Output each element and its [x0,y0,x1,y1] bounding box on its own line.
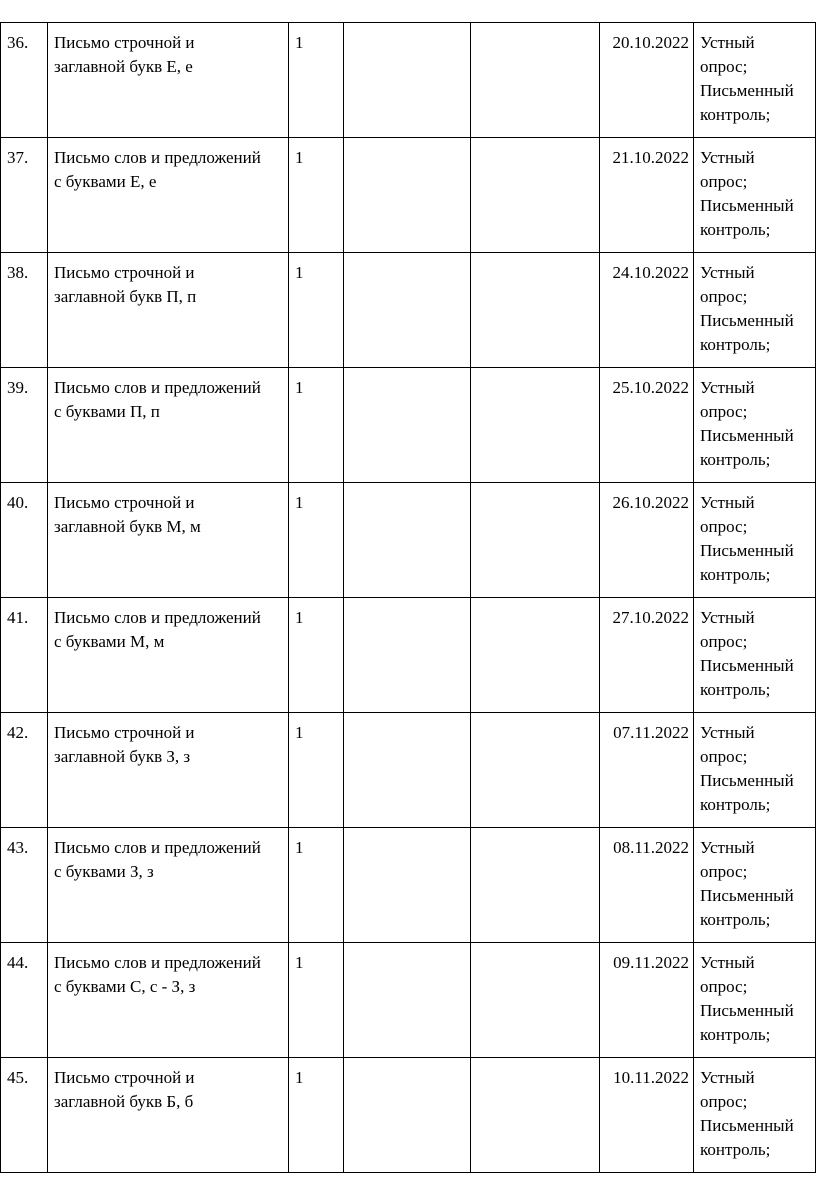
lesson-topic-line: Письмо слов и предложений [54,608,261,627]
lesson-hours-cell [289,828,344,943]
empty-cell [344,828,471,943]
empty-cell [471,828,600,943]
lesson-topic-line: Письмо строчной и [54,1068,195,1087]
lesson-topic-cell [48,368,289,483]
lesson-number-cell [1,23,48,138]
lesson-date-cell [600,713,694,828]
empty-cell [344,1058,471,1173]
empty-cell [344,483,471,598]
lesson-topic-cell [48,828,289,943]
lesson-date-cell [600,483,694,598]
lesson-hours-cell [289,598,344,713]
lesson-number: 38. [7,263,29,282]
lesson-control-line: Письменный [700,196,794,215]
lesson-row [1,943,816,1058]
lesson-topic-line: Письмо слов и предложений [54,378,261,397]
empty-cell [344,368,471,483]
empty-cell [471,23,600,138]
lesson-topic-line: с буквами П, п [54,402,160,421]
lesson-topic-line: Письмо слов и предложений [54,838,261,857]
lesson-hours: 1 [295,1068,304,1087]
lesson-row [1,1058,816,1173]
lesson-control-line: Устный [700,263,755,282]
lesson-date-cell [600,368,694,483]
empty-cell [471,713,600,828]
lesson-hours: 1 [295,953,304,972]
lesson-topic-line: с буквами С, с - З, з [54,977,196,996]
lesson-control-line: Устный [700,378,755,397]
lesson-topic-cell [48,23,289,138]
lesson-control-line: опрос; [700,57,748,76]
lesson-number-cell [1,483,48,598]
lesson-hours-cell [289,138,344,253]
lesson-control-line: Письменный [700,886,794,905]
lesson-control-line: опрос; [700,287,748,306]
lesson-number-cell [1,943,48,1058]
lesson-topic-cell [48,138,289,253]
lesson-control-line: Письменный [700,541,794,560]
lesson-control-line: контроль; [700,565,771,584]
lesson-control-cell [694,598,816,713]
lesson-control-line: опрос; [700,1092,748,1111]
lesson-control-line: Письменный [700,1116,794,1135]
lesson-control-line: Устный [700,1068,755,1087]
lesson-number: 44. [7,953,29,972]
lesson-topic-line: Письмо строчной и [54,493,195,512]
lesson-control-line: Устный [700,608,755,627]
lesson-control-line: опрос; [700,747,748,766]
lesson-hours-cell [289,253,344,368]
lesson-row [1,598,816,713]
lesson-row [1,138,816,253]
lesson-control-line: контроль; [700,105,771,124]
lesson-number-cell [1,713,48,828]
lesson-topic-cell [48,1058,289,1173]
lesson-topic-line: заглавной букв Б, б [54,1092,194,1111]
lesson-control-line: Письменный [700,81,794,100]
lesson-date: 09.11.2022 [613,953,689,972]
empty-cell [344,598,471,713]
lesson-date: 07.11.2022 [613,723,689,742]
lesson-row [1,483,816,598]
lesson-topic-line: заглавной букв П, п [54,287,197,306]
lesson-date: 27.10.2022 [612,608,689,627]
lesson-control-line: Письменный [700,311,794,330]
lesson-control-line: контроль; [700,450,771,469]
lesson-row [1,828,816,943]
lesson-number-cell [1,253,48,368]
lesson-control-line: опрос; [700,862,748,881]
lesson-row [1,253,816,368]
lesson-control-line: контроль; [700,795,771,814]
empty-cell [471,483,600,598]
lesson-topic-cell [48,253,289,368]
lesson-plan-table [0,22,816,1173]
lesson-number: 43. [7,838,29,857]
lesson-number: 40. [7,493,29,512]
lesson-date-cell [600,598,694,713]
lesson-date: 26.10.2022 [612,493,689,512]
lesson-topic-line: Письмо строчной и [54,263,195,282]
lesson-hours-cell [289,483,344,598]
lesson-topic-line: с буквами Е, е [54,172,157,191]
lesson-hours: 1 [295,838,304,857]
lesson-hours-cell [289,368,344,483]
lesson-number: 41. [7,608,29,627]
lesson-control-line: контроль; [700,220,771,239]
lesson-topic-line: заглавной букв М, м [54,517,201,536]
lesson-row [1,713,816,828]
lesson-date: 21.10.2022 [612,148,689,167]
empty-cell [471,368,600,483]
lesson-control-line: Устный [700,148,755,167]
lesson-topic-cell [48,943,289,1058]
lesson-date: 08.11.2022 [613,838,689,857]
lesson-control-cell [694,943,816,1058]
empty-cell [344,253,471,368]
lesson-number-cell [1,598,48,713]
lesson-date: 10.11.2022 [613,1068,689,1087]
empty-cell [471,598,600,713]
lesson-topic-line: заглавной букв З, з [54,747,191,766]
lesson-hours: 1 [295,378,304,397]
lesson-date-cell [600,23,694,138]
empty-cell [344,713,471,828]
lesson-control-line: Устный [700,953,755,972]
lesson-date-cell [600,253,694,368]
lesson-number: 45. [7,1068,29,1087]
lesson-control-line: Устный [700,493,755,512]
lesson-date-cell [600,138,694,253]
empty-cell [344,138,471,253]
empty-cell [471,253,600,368]
lesson-date: 24.10.2022 [612,263,689,282]
lesson-control-line: Устный [700,838,755,857]
lesson-control-line: контроль; [700,910,771,929]
empty-cell [471,1058,600,1173]
lesson-control-line: Письменный [700,656,794,675]
lesson-hours-cell [289,943,344,1058]
lesson-plan-body [1,23,816,1173]
lesson-control-line: контроль; [700,335,771,354]
lesson-date-cell [600,943,694,1058]
lesson-topic-line: Письмо слов и предложений [54,953,261,972]
lesson-number-cell [1,1058,48,1173]
lesson-control-line: Устный [700,723,755,742]
lesson-topic-line: с буквами М, м [54,632,165,651]
empty-cell [471,943,600,1058]
lesson-control-cell [694,368,816,483]
lesson-date-cell [600,1058,694,1173]
lesson-control-line: контроль; [700,1025,771,1044]
lesson-topic-line: Письмо строчной и [54,723,195,742]
lesson-topic-line: с буквами З, з [54,862,154,881]
lesson-control-line: Письменный [700,1001,794,1020]
lesson-topic-line: Письмо слов и предложений [54,148,261,167]
lesson-hours: 1 [295,148,304,167]
lesson-control-cell [694,828,816,943]
lesson-topic-line: Письмо строчной и [54,33,195,52]
lesson-control-line: контроль; [700,680,771,699]
lesson-control-cell [694,483,816,598]
lesson-number-cell [1,828,48,943]
lesson-control-cell [694,1058,816,1173]
lesson-hours: 1 [295,263,304,282]
lesson-hours: 1 [295,493,304,512]
lesson-control-line: Устный [700,33,755,52]
lesson-number: 36. [7,33,29,52]
lesson-hours: 1 [295,608,304,627]
lesson-date-cell [600,828,694,943]
lesson-hours-cell [289,713,344,828]
lesson-control-line: опрос; [700,402,748,421]
empty-cell [471,138,600,253]
lesson-hours: 1 [295,723,304,742]
lesson-control-line: Письменный [700,426,794,445]
lesson-control-line: опрос; [700,517,748,536]
lesson-control-line: опрос; [700,977,748,996]
lesson-row [1,23,816,138]
lesson-topic-cell [48,598,289,713]
lesson-date: 25.10.2022 [612,378,689,397]
empty-cell [344,943,471,1058]
lesson-number-cell [1,368,48,483]
lesson-topic-line: заглавной букв Е, е [54,57,193,76]
lesson-number: 39. [7,378,29,397]
lesson-number-cell [1,138,48,253]
lesson-date: 20.10.2022 [612,33,689,52]
lesson-topic-cell [48,483,289,598]
lesson-number: 42. [7,723,29,742]
lesson-control-line: опрос; [700,632,748,651]
lesson-control-cell [694,713,816,828]
lesson-control-cell [694,23,816,138]
lesson-number: 37. [7,148,29,167]
lesson-control-line: Письменный [700,771,794,790]
lesson-hours: 1 [295,33,304,52]
lesson-control-cell [694,253,816,368]
lesson-control-line: контроль; [700,1140,771,1159]
empty-cell [344,23,471,138]
lesson-topic-cell [48,713,289,828]
lesson-control-line: опрос; [700,172,748,191]
lesson-hours-cell [289,23,344,138]
lesson-hours-cell [289,1058,344,1173]
lesson-row [1,368,816,483]
lesson-control-cell [694,138,816,253]
